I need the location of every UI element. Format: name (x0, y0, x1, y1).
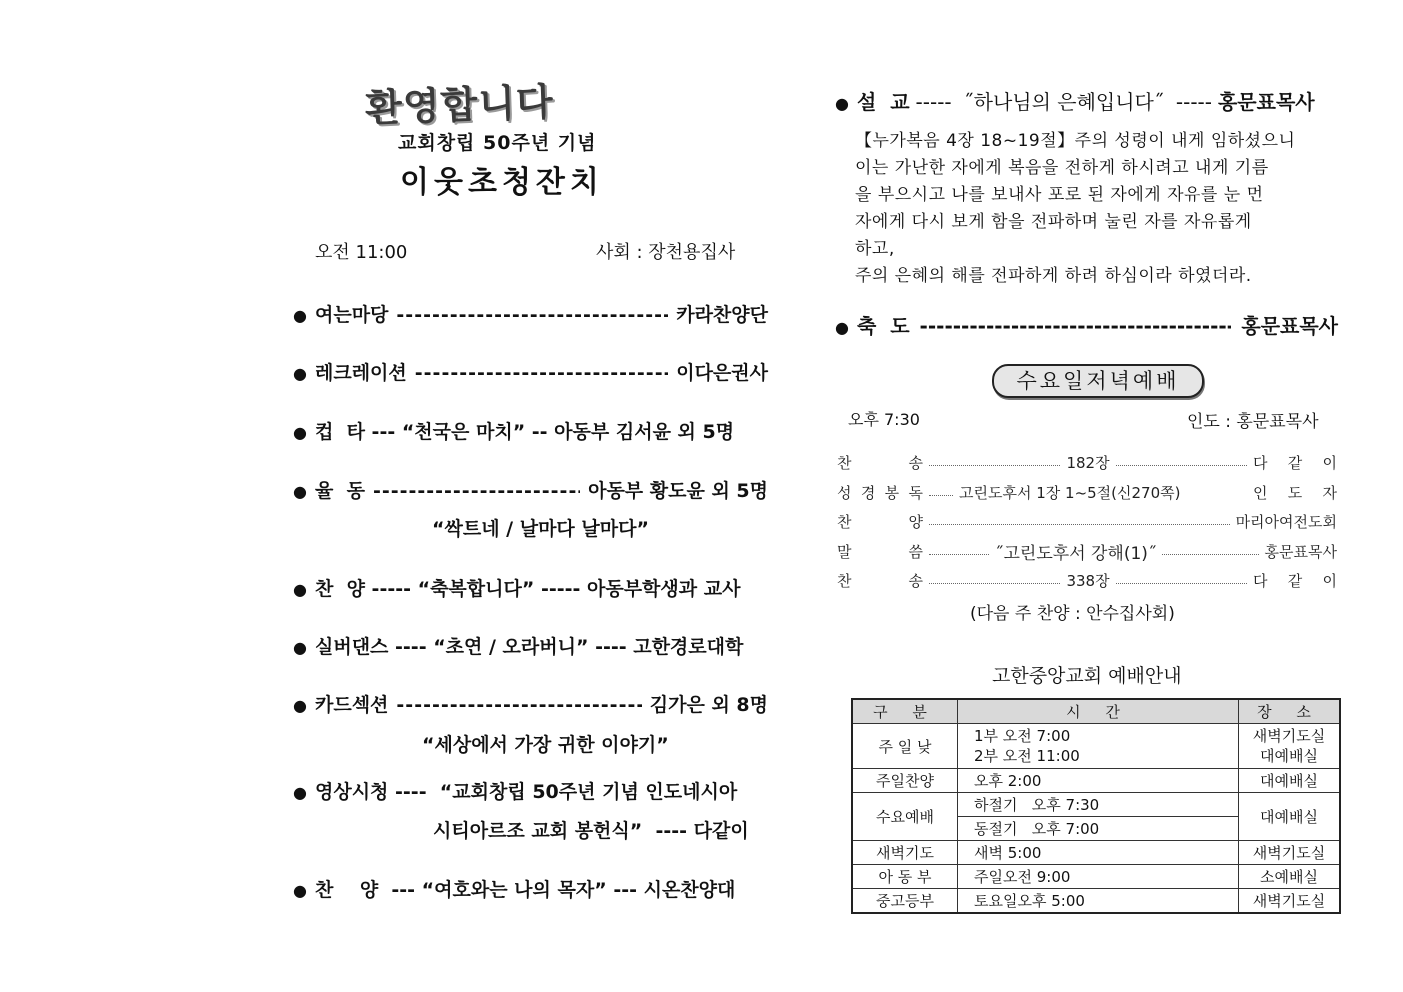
program-performer: 아동부 황도윤 외 5명 (588, 480, 768, 502)
column-header: 시 간 (958, 699, 1239, 724)
program-text: 실버댄스 ---- “초연 / 오라버니” ---- 고한경로대학 (315, 636, 744, 658)
scripture-line: 자에게 다시 보게 함을 전파하며 눌린 자를 자유롭게 (855, 212, 1252, 232)
program-performer: 김가은 외 8명 (649, 694, 768, 716)
dash-leader: ----- (915, 90, 952, 114)
scripture-line: 【누가복음 4장 18~19절】주의 성령이 내게 임하셨으니 (855, 131, 1296, 151)
order-label: 찬 양 (837, 512, 923, 531)
event-title: 이웃초청잔치 (400, 165, 604, 200)
table-row (852, 793, 1340, 817)
order-label: 말 씀 (837, 542, 923, 561)
order-label: 찬 송 (837, 571, 923, 590)
program-item (293, 358, 768, 385)
column-header: 장 소 (1239, 699, 1341, 724)
service-time: 주일오전 9:00 (958, 865, 1239, 889)
program-item (293, 632, 768, 659)
service-time: 동절기 오후 7:00 (958, 817, 1239, 841)
dot-leader (1116, 583, 1247, 584)
welcome-title: 환영합니다 (364, 79, 555, 131)
dash-leader: ----- (1175, 90, 1212, 114)
service-time: 하절기 오후 7:30 (958, 793, 1239, 817)
bullet-icon: ● (293, 364, 307, 383)
bullet-icon: ● (293, 783, 307, 802)
program-subtitle: “세상에서 가장 귀한 이야기” (422, 734, 669, 756)
order-label: 찬 송 (837, 453, 923, 472)
scripture-line: 하고, (855, 239, 895, 259)
column-header: 구 분 (852, 699, 958, 724)
program-item (293, 417, 768, 444)
order-item: 고린도후서 1장 1~5절(신270쪽) (959, 483, 1181, 502)
table-row (852, 769, 1340, 793)
scripture-line: 을 부으시고 나를 보내사 포로 된 자에게 자유를 눈 먼 (855, 185, 1264, 205)
bullet-icon: ● (293, 696, 307, 715)
dash-leader (396, 304, 668, 326)
service-category: 새벽기도 (852, 841, 958, 865)
schedule-title: 고한중앙교회 예배안내 (992, 665, 1182, 687)
dot-leader (929, 465, 1060, 466)
service-place: 새벽기도실 (1239, 889, 1341, 914)
service-time-line: 2부 오전 11:00 (974, 747, 1080, 765)
service-time: 토요일오후 5:00 (958, 889, 1239, 914)
blessing-line (835, 310, 1338, 339)
wednesday-service-title: 수요일저녁예배 (992, 364, 1204, 398)
order-person: 인 도 자 (1253, 483, 1337, 502)
bullet-icon: ● (293, 638, 307, 657)
event-host: 사회 : 장천용집사 (596, 242, 736, 263)
wednesday-time: 오후 7:30 (848, 410, 920, 429)
order-row (837, 540, 1337, 562)
program-item (293, 300, 768, 327)
order-person: 홍문표목사 (1264, 542, 1337, 561)
event-time: 오전 11:00 (315, 242, 408, 263)
bullet-icon: ● (835, 318, 849, 337)
order-row (837, 510, 1337, 532)
service-place-line: 새벽기도실 (1252, 727, 1326, 745)
dot-leader (929, 524, 1230, 525)
program-name: 레크레이션 (315, 362, 407, 384)
blessing-label: 축 도 (856, 314, 910, 338)
order-item: 338장 (1066, 571, 1110, 590)
sermon-line (835, 86, 1338, 115)
order-row (837, 451, 1337, 473)
dot-leader (929, 554, 989, 555)
program-item (293, 574, 768, 601)
dot-leader (929, 495, 953, 496)
service-time (958, 724, 1239, 769)
sermon-label: 설 교 (856, 90, 910, 114)
service-place: 새벽기도실 (1239, 841, 1341, 865)
service-place: 대예배실 (1239, 793, 1341, 841)
service-category: 주 일 낮 (852, 724, 958, 769)
program-item (293, 875, 768, 902)
dot-leader (929, 583, 1060, 584)
program-performer: 이다은권사 (676, 362, 768, 384)
order-row (837, 569, 1337, 591)
bullet-icon: ● (293, 580, 307, 599)
blessing-person: 홍문표목사 (1241, 314, 1338, 338)
table-row (852, 865, 1340, 889)
wednesday-leader: 인도 : 홍문표목사 (1187, 412, 1319, 432)
event-subtitle: 교회창립 50주년 기념 (398, 132, 597, 154)
bullet-icon: ● (293, 306, 307, 325)
service-category: 중고등부 (852, 889, 958, 914)
service-time: 오후 2:00 (958, 769, 1239, 793)
service-place: 소예배실 (1239, 865, 1341, 889)
bullet-icon: ● (293, 423, 307, 442)
scripture-line: 주의 은혜의 해를 전파하게 하려 하심이라 하였더라. (855, 266, 1252, 286)
service-time-line: 1부 오전 7:00 (974, 727, 1071, 745)
service-place-line: 대예배실 (1260, 747, 1318, 765)
order-person: 다 같 이 (1253, 453, 1337, 472)
table-row (852, 841, 1340, 865)
program-item (293, 777, 768, 804)
dot-leader (1116, 465, 1247, 466)
program-text: 찬 양 ----- “축복합니다” ----- 아동부학생과 교사 (315, 578, 741, 600)
dash-leader (415, 362, 668, 384)
program-item (293, 690, 768, 717)
order-item: 182장 (1066, 453, 1110, 472)
dash-leader (920, 314, 1232, 338)
program-text: 찬 양 --- “여호와는 나의 목자” --- 시온찬양대 (315, 879, 736, 901)
order-row (837, 481, 1337, 503)
service-place (1239, 724, 1341, 769)
dash-leader (396, 694, 641, 716)
bullet-icon: ● (293, 482, 307, 501)
table-header-row (852, 699, 1340, 724)
next-week-note: (다음 주 찬양 : 안수집사회) (970, 604, 1175, 624)
program-item (293, 476, 768, 503)
schedule-table (851, 698, 1341, 914)
bullet-icon: ● (835, 94, 849, 113)
dot-leader (1162, 554, 1258, 555)
order-label: 성 경 봉 독 (837, 483, 923, 502)
service-time: 새벽 5:00 (958, 841, 1239, 865)
order-person: 마리아여전도회 (1235, 512, 1337, 531)
program-text: 컵 타 --- “천국은 마치” -- 아동부 김서윤 외 5명 (315, 421, 735, 443)
program-subtitle: “싹트네 / 날마다 날마다” (432, 518, 649, 540)
service-category: 주일찬양 (852, 769, 958, 793)
program-text: 영상시청 ---- “교회창립 50주년 기념 인도네시아 (315, 781, 738, 803)
order-person: 다 같 이 (1253, 571, 1337, 590)
service-category: 아 동 부 (852, 865, 958, 889)
program-name: 율 동 (315, 480, 365, 502)
program-name: 여는마당 (315, 304, 389, 326)
sermon-title: ˝하나님의 은혜입니다˝ (963, 90, 1164, 114)
service-category: 수요예배 (852, 793, 958, 841)
scripture-text (855, 128, 1325, 290)
program-subtitle: 시티아르조 교회 봉헌식” ---- 다같이 (433, 820, 749, 842)
dash-leader (373, 480, 580, 502)
table-row (852, 889, 1340, 914)
scripture-line: 이는 가난한 자에게 복음을 전하게 하시려고 내게 기름 (855, 158, 1269, 178)
bullet-icon: ● (293, 881, 307, 900)
service-place: 대예배실 (1239, 769, 1341, 793)
order-item: ˝고린도후서 강해(1)˝ (995, 543, 1157, 564)
sermon-preacher: 홍문표목사 (1217, 90, 1315, 114)
program-performer: 카라찬양단 (676, 304, 768, 326)
program-name: 카드섹션 (315, 694, 389, 716)
